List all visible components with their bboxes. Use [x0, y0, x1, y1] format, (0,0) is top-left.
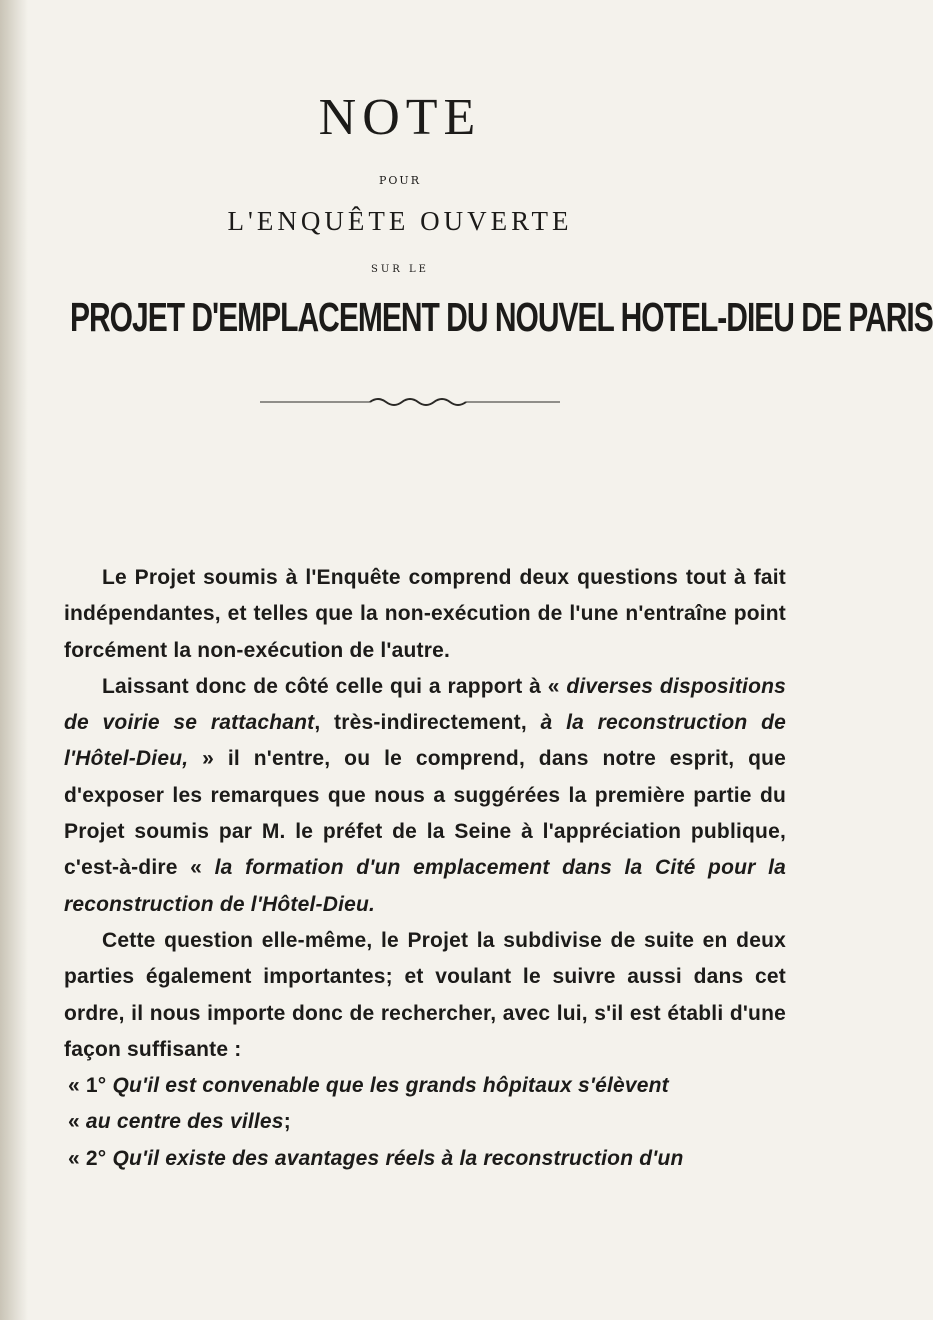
paragraph-2-part-b: , très-indirectement, — [314, 711, 541, 735]
paragraph-2-italic-3: la formation d'un emplacement dans la Cité pour la reconstruction de l'Hôtel-Dieu. — [64, 856, 786, 916]
document-subtitle: L'ENQUÊTE OUVERTE — [227, 206, 573, 236]
pour-label: POUR — [379, 174, 421, 187]
quote-item-2 — [64, 1141, 786, 1177]
quote-1-marker: « 1° — [68, 1074, 113, 1098]
paragraph-2-part-c: » il n'entre, ou le comprend, dans notre esprit, que d'exposer les remarques que nous a suggérées la première partie du Projet soumis par M. le préfet de la Seine à l'appréciation publique, c'est-à-dire « — [64, 747, 786, 880]
quote-1-cont-text: au centre des villes — [85, 1110, 284, 1134]
paragraph-2-part-a: Laissant donc de côté celle qui a rapport à « — [102, 674, 567, 698]
document-heading: PROJET D'EMPLACEMENT DU NOUVEL HOTEL-DIEU DE PARIS — [70, 296, 933, 341]
paragraph-2-italic-1: diverses dispositions de voirie se rattachant — [64, 674, 786, 735]
page-edge-shadow — [0, 0, 28, 1320]
body-text — [64, 560, 786, 1177]
quote-item-1 — [64, 1068, 786, 1104]
document-title: NOTE — [318, 89, 482, 146]
sur-le-label: SUR LE — [371, 264, 429, 275]
quote-item-1-continued — [64, 1104, 786, 1140]
quote-2-text: Qu'il existe des avantages réels à la reconstruction d'un — [112, 1146, 684, 1170]
ornamental-divider — [260, 396, 560, 408]
quote-1-text: Qu'il est convenable que les grands hôpitaux s'élèvent — [112, 1074, 669, 1098]
paragraph-2-italic-2: à la reconstruction de l'Hôtel-Dieu, — [64, 711, 786, 771]
quote-1-end: ; — [283, 1110, 291, 1134]
quote-1-cont-marker: « — [68, 1110, 86, 1134]
quote-2-marker: « 2° — [68, 1146, 113, 1170]
paragraph-3: Cette question elle-même, le Projet la subdivise de suite en deux parties également importantes; et voulant le suivre aussi dans cet ordre, il nous importe donc de rechercher, avec lui, s'il est établi d'une façon suffisante : — [64, 928, 786, 1061]
paragraph-2 — [64, 669, 786, 923]
paragraph-1: Le Projet soumis à l'Enquête comprend deux questions tout à fait indépendantes, et telles que la non-exécution de l'une n'entraîne point forcément la non-exécution de l'autre. — [64, 566, 786, 662]
